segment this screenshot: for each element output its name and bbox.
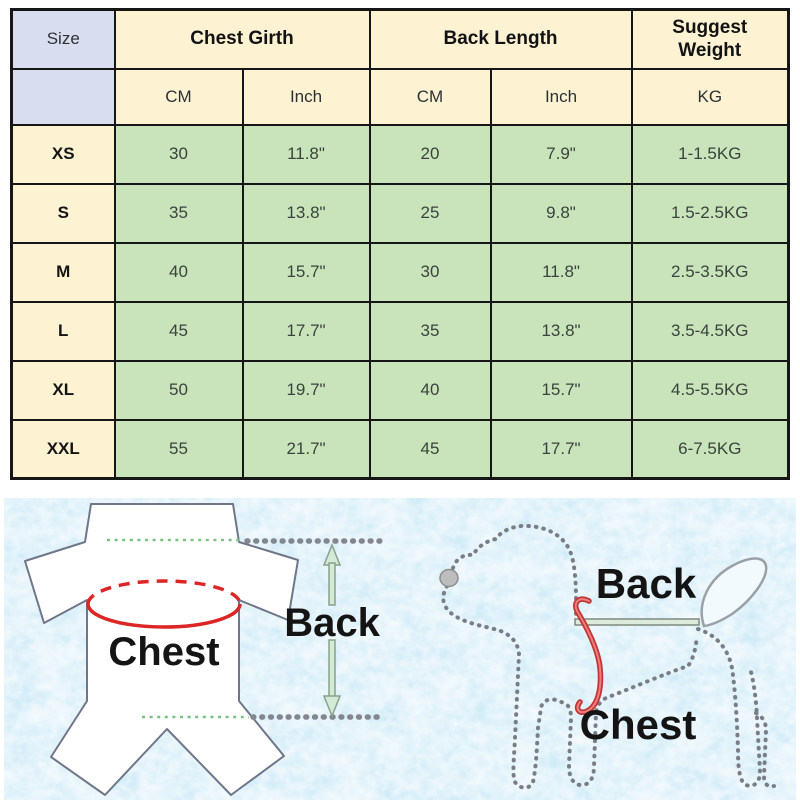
weight-cell: 1.5-2.5KG xyxy=(632,184,789,243)
chest-inch-unit-cell: Inch xyxy=(243,69,370,125)
chest-inch-cell: 17.7" xyxy=(243,302,370,361)
size-cell: XS xyxy=(12,125,115,184)
size-cell: S xyxy=(12,184,115,243)
back-inch-cell: 11.8" xyxy=(491,243,632,302)
measurement-diagram xyxy=(4,498,796,800)
weight-cell: 4.5-5.5KG xyxy=(632,361,789,420)
chest-cm-cell: 50 xyxy=(115,361,243,420)
back-cm-cell: 45 xyxy=(370,420,491,479)
chest-cm-unit-cell: CM xyxy=(115,69,243,125)
chest-inch-cell: 11.8" xyxy=(243,125,370,184)
empty-corner-cell xyxy=(12,69,115,125)
chest-inch-cell: 15.7" xyxy=(243,243,370,302)
chest-cm-cell: 35 xyxy=(115,184,243,243)
back-inch-cell: 17.7" xyxy=(491,420,632,479)
size-cell: XXL xyxy=(12,420,115,479)
back-cm-cell: 35 xyxy=(370,302,491,361)
back-inch-cell: 7.9" xyxy=(491,125,632,184)
suggest-weight-label: Suggest Weight xyxy=(672,16,748,62)
table-row-l xyxy=(12,302,789,361)
chest-inch-cell: 21.7" xyxy=(243,420,370,479)
chest-cm-cell: 40 xyxy=(115,243,243,302)
back-inch-cell: 15.7" xyxy=(491,361,632,420)
size-cell: M xyxy=(12,243,115,302)
table-row-m xyxy=(12,243,789,302)
weight-kg-unit-cell: KG xyxy=(632,69,789,125)
units-row xyxy=(12,69,789,125)
garment-back-label: Back xyxy=(284,601,380,645)
size-header-cell: Size xyxy=(12,10,115,69)
garment-chest-label: Chest xyxy=(108,630,220,674)
dog-back-label: Back xyxy=(595,560,697,607)
chest-inch-cell: 19.7" xyxy=(243,361,370,420)
dog-nose xyxy=(440,570,458,587)
chest-cm-cell: 45 xyxy=(115,302,243,361)
back-cm-cell: 25 xyxy=(370,184,491,243)
chest-cm-cell: 55 xyxy=(115,420,243,479)
table-row-xl xyxy=(12,361,789,420)
back-inch-cell: 9.8" xyxy=(491,184,632,243)
back-inch-cell: 13.8" xyxy=(491,302,632,361)
size-cell: L xyxy=(12,302,115,361)
back-cm-cell: 20 xyxy=(370,125,491,184)
back-inch-unit-cell: Inch xyxy=(491,69,632,125)
back-cm-cell: 40 xyxy=(370,361,491,420)
dog-back-line xyxy=(575,619,699,625)
size-cell: XL xyxy=(12,361,115,420)
header-row xyxy=(12,10,789,69)
chest-inch-cell: 13.8" xyxy=(243,184,370,243)
dog-chest-label: Chest xyxy=(579,701,697,748)
table-row-xxl xyxy=(12,420,789,479)
size-table xyxy=(10,8,790,480)
table-row-xs xyxy=(12,125,789,184)
weight-cell: 6-7.5KG xyxy=(632,420,789,479)
weight-cell: 2.5-3.5KG xyxy=(632,243,789,302)
back-cm-unit-cell: CM xyxy=(370,69,491,125)
chest-cm-cell: 30 xyxy=(115,125,243,184)
measurement-diagram-section xyxy=(4,498,796,800)
table-row-s xyxy=(12,184,789,243)
weight-cell: 1-1.5KG xyxy=(632,125,789,184)
chest-girth-header-cell: Chest Girth xyxy=(115,10,370,69)
back-length-header-cell: Back Length xyxy=(370,10,632,69)
weight-cell: 3.5-4.5KG xyxy=(632,302,789,361)
suggest-weight-header-cell xyxy=(632,10,789,69)
back-cm-cell: 30 xyxy=(370,243,491,302)
